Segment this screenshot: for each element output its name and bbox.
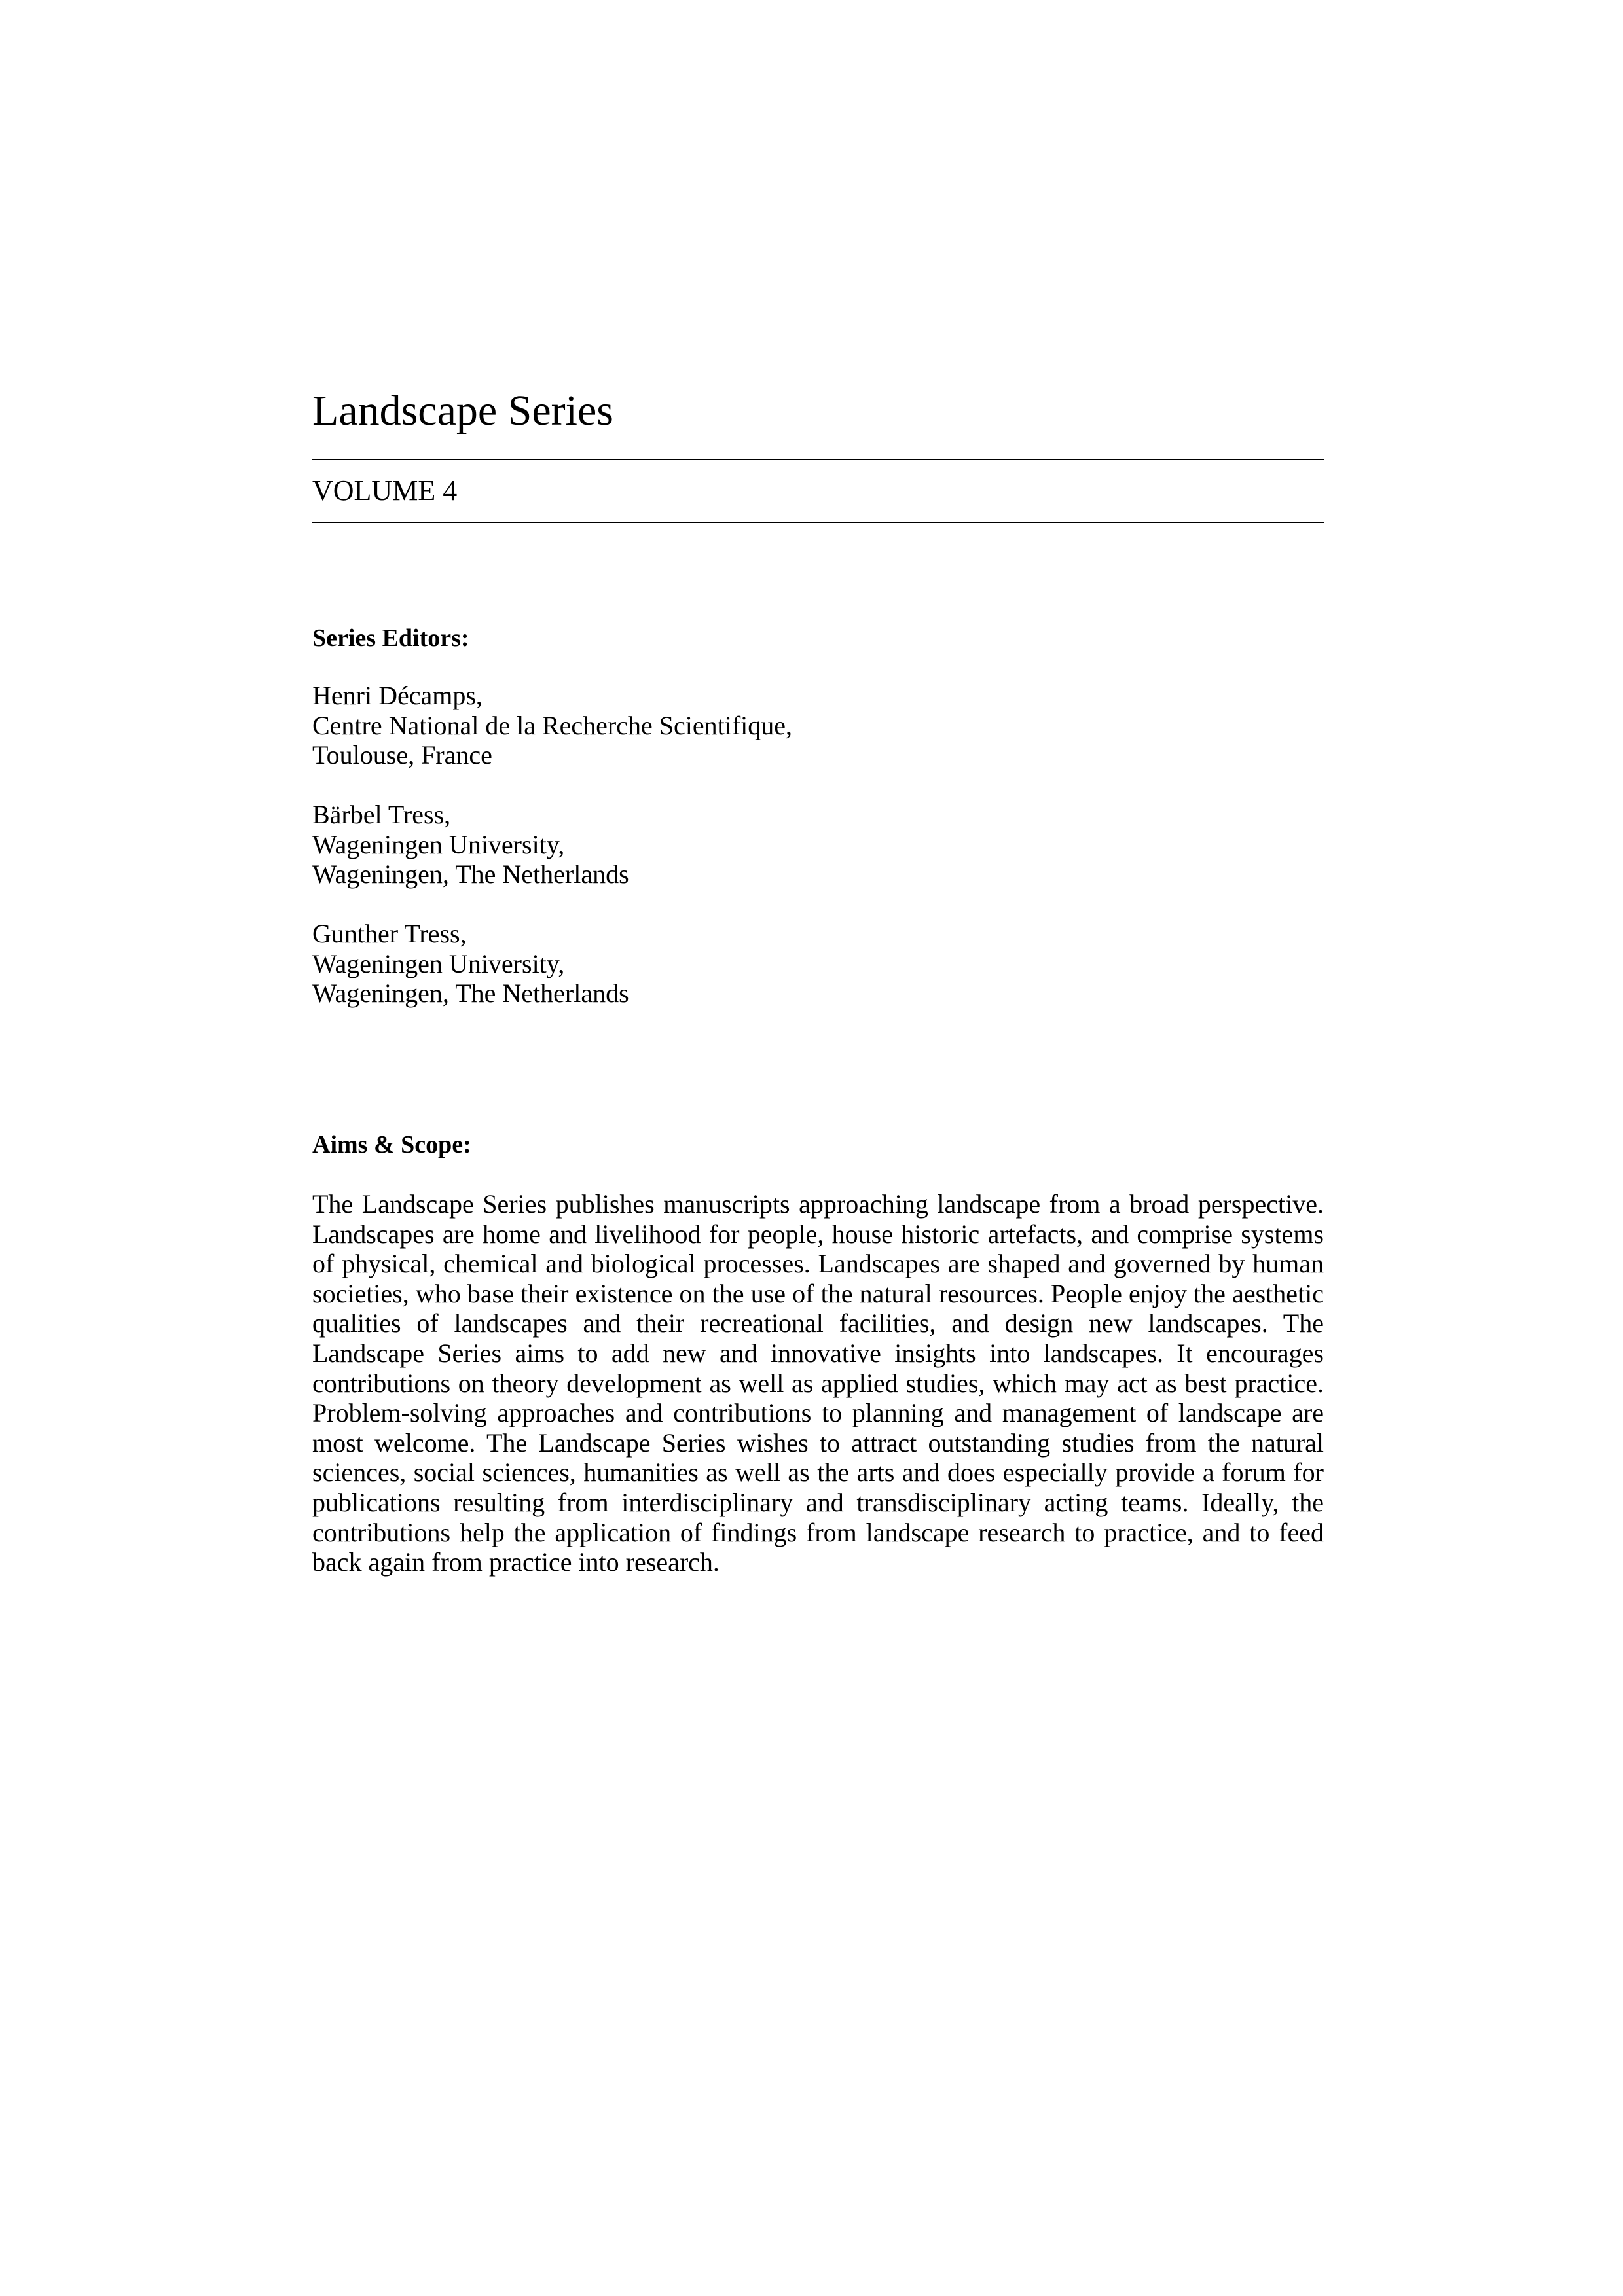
- editor-entry: [312, 919, 629, 1009]
- editor-institution: Wageningen University,: [312, 948, 565, 978]
- aims-scope-text: The Landscape Series publishes manuscripts approaching landscape from a broad perspective. Landscapes are home and livelihood for people, house historic artefacts, and comprise systems of physical, chemical and biological processes. Landscapes are shaped and governed by human societies, who base their existence on the use of the natural resources. People enjoy the aesthetic qualities of landscapes and their recreational facilities, and design new landscapes. The Landscape Series aims to add new and innovative insights into landscapes. It encourages contributions on theory development as well as applied studies, which may act as best practice. Problem-solving approaches and contributions to planning and management of landscape are most welcome. The Landscape Series wishes to attract outstanding studies from the natural sciences, social sciences, humanities as well as the arts and does especially provide a forum for publications resulting from interdisciplinary and transdisciplinary acting teams. Ideally, the contributions help the application of findings from landscape research to practice, and to feed back again from practice into research.: [312, 1189, 1324, 1577]
- series-editors-heading: Series Editors:: [312, 624, 469, 652]
- aims-scope-heading: Aims & Scope:: [312, 1131, 471, 1158]
- editor-institution: Wageningen University,: [312, 829, 565, 859]
- editor-entry: [312, 681, 792, 770]
- editor-location: Wageningen, The Netherlands: [312, 859, 629, 889]
- editor-location: Toulouse, France: [312, 740, 492, 770]
- bottom-rule: [312, 522, 1324, 523]
- top-rule: [312, 459, 1324, 460]
- editor-location: Wageningen, The Netherlands: [312, 978, 629, 1008]
- editor-name: Bärbel Tress,: [312, 800, 451, 829]
- editor-name: Gunther Tress,: [312, 919, 467, 948]
- editor-entry: [312, 800, 629, 889]
- editor-institution: Centre National de la Recherche Scientifique,: [312, 710, 793, 740]
- series-title: Landscape Series: [312, 387, 613, 435]
- volume-label: VOLUME 4: [312, 475, 458, 507]
- editor-name: Henri Décamps,: [312, 681, 483, 710]
